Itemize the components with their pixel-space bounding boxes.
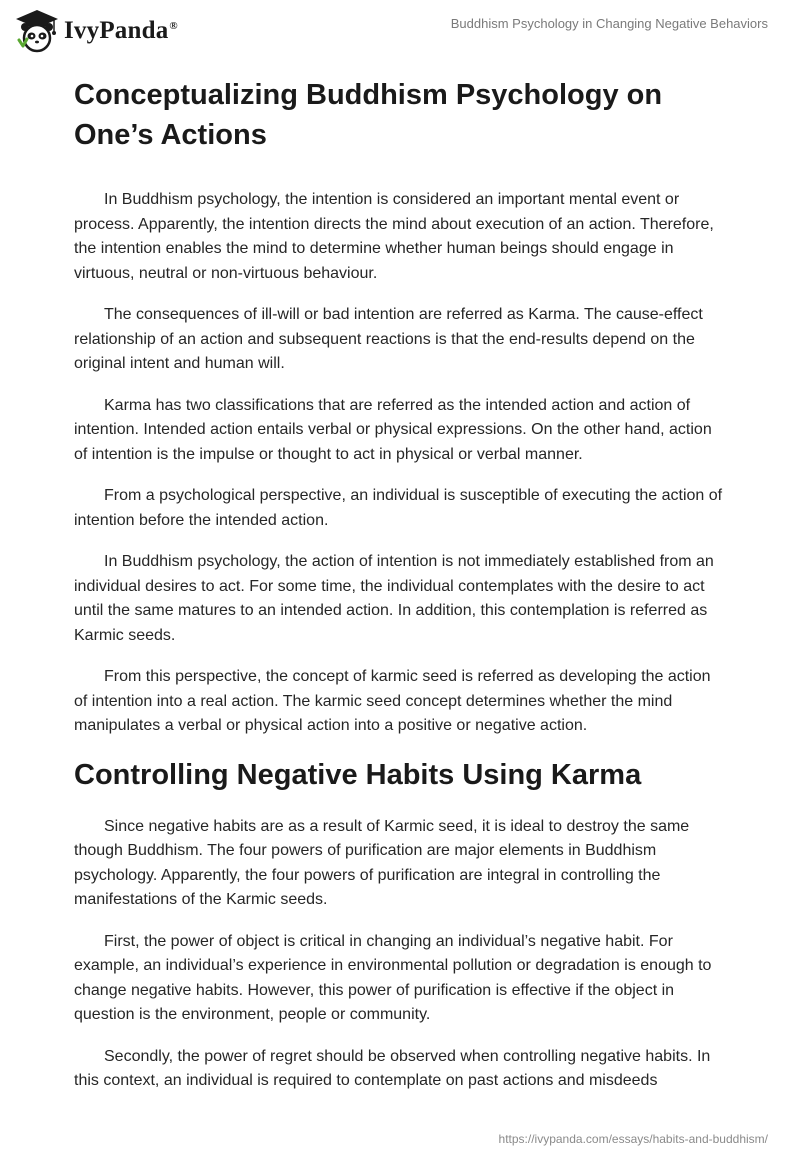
- paragraph: In Buddhism psychology, the action of intention is not immediately established from an individual desires to act. For some time, the individual contemplates with the desire to act until the same matures to an intended action. In addition, this contemplation is referred as Karmic seeds.: [74, 553, 714, 644]
- brand-name: IvyPanda®: [64, 17, 178, 44]
- paragraph: First, the power of object is critical in changing an individual’s negative habit. For example, an individual’s experience in environmental pollution or degradation is enough to change negative habits. However, this power of purification is effective if the object in question is the environment, people or community.: [74, 932, 712, 1023]
- source-url-link[interactable]: https://ivypanda.com/essays/habits-and-buddhism/: [498, 1132, 768, 1146]
- paragraph: The consequences of ill-will or bad intention are referred as Karma. The cause-effect relationship of an action and subsequent reactions is that the end-results depend on the original intent and human will.: [74, 306, 703, 372]
- brand-logo[interactable]: [14, 8, 178, 54]
- paragraph: From this perspective, the concept of karmic seed is referred as developing the action of intention into a real action. The karmic seed concept determines whether the mind manipulates a verbal or physical action into a positive or negative action.: [74, 668, 711, 734]
- paragraph: Secondly, the power of regret should be observed when controlling negative habits. In this context, an individual is required to contemplate on past actions and misdeeds: [74, 1047, 711, 1089]
- essay-body: [74, 72, 724, 1094]
- section-heading: Conceptualizing Buddhism Psychology on One’s Actions: [74, 79, 663, 151]
- paragraph: From a psychological perspective, an individual is susceptible of executing the action of intention before the intended action.: [74, 487, 723, 529]
- paragraph: Since negative habits are as a result of Karmic seed, it is ideal to destroy the same though Buddhism. The four powers of purification are major elements in Buddhism psychology. Apparently, the four powers of purification are integral in controlling the manifestations of the Karmic seeds.: [74, 817, 690, 908]
- panda-graduate-icon: [14, 8, 60, 54]
- paragraph: In Buddhism psychology, the intention is considered an important mental event or process. Apparently, the intention directs the mind about execution of an action. Therefore, the intention enables the mind to determine whether human beings should engage in virtuous, neutral or non-virtuous behaviour.: [74, 191, 714, 282]
- section-heading: Controlling Negative Habits Using Karma: [74, 758, 642, 791]
- paragraph: Karma has two classifications that are referred as the intended action and action of intention. Intended action entails verbal or physical expressions. On the other hand, action of intention is the impulse or thought to act in physical or verbal manner.: [74, 396, 712, 463]
- document-title: Buddhism Psychology in Changing Negative Behaviors: [450, 16, 768, 31]
